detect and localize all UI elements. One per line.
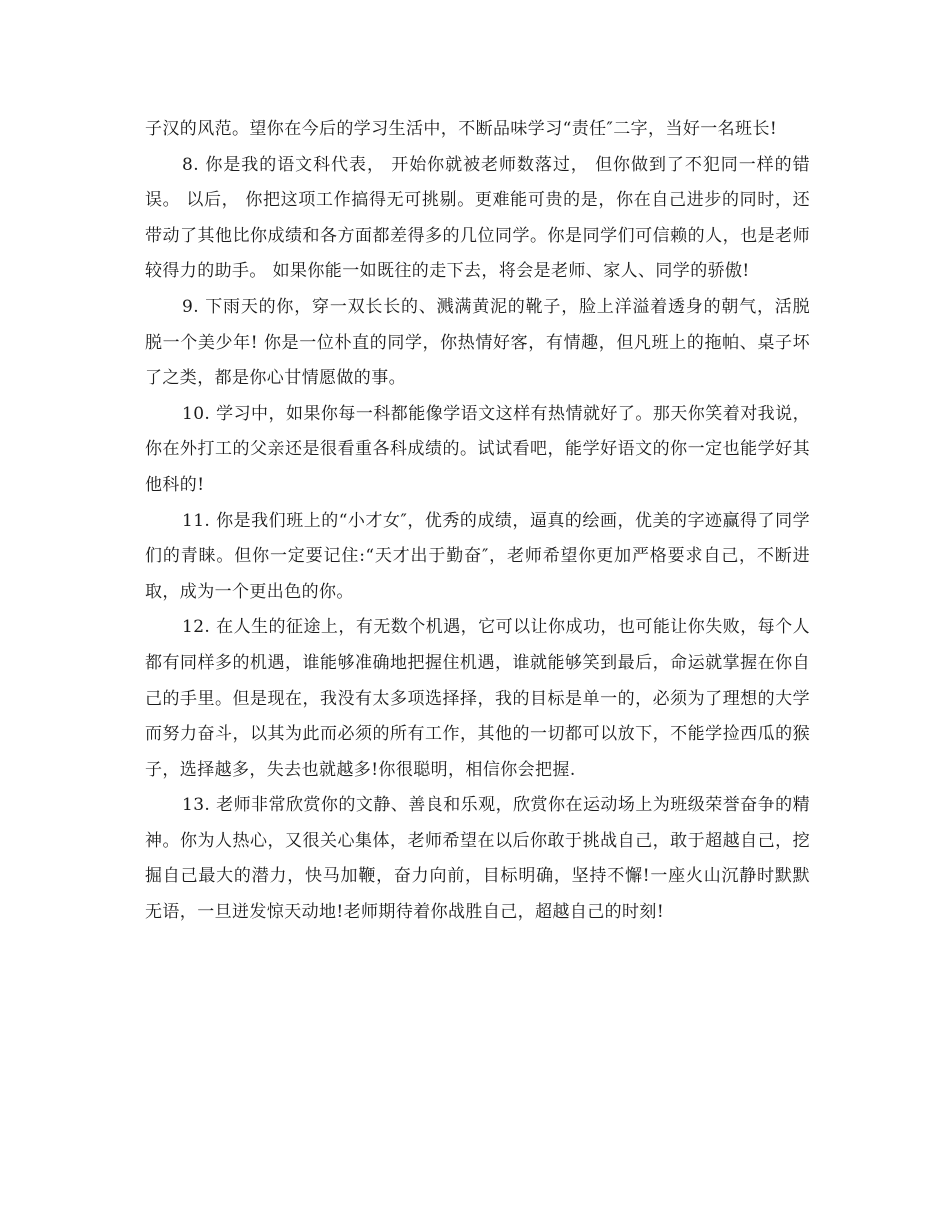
paragraph-comment-10: 10. 学习中，如果你每一科都能像学语文这样有热情就好了。那天你笑着对我说，你在外打工的父亲还是很看重各科成绩的。试试看吧，能学好语文的你一定也能学好其他科的!	[145, 403, 810, 495]
paragraph-comment-9: 9. 下雨天的你，穿一双长长的、溅满黄泥的靴子，脸上洋溢着透身的朝气，活脱脱一个美少年! 你是一位朴直的同学，你热情好客，有情趣，但凡班上的拖帕、桌子坏了之类，都是你心甘情愿做的事。	[145, 296, 810, 389]
document-body	[145, 112, 810, 931]
paragraph-comment-12: 12. 在人生的征途上，有无数个机遇，它可以让你成功，也可能让你失败，每个人都有同样多的机遇，谁能够准确地把握住机遇，谁就能够笑到最后，命运就掌握在你自己的手里。但是现在，我没有太多项选择择，我的目标是单一的，必须为了理想的大学而努力奋斗，以其为此而必须的所有工作，其他的一切都可以放下，不能学捡西瓜的猴子，选择越多，失去也就越多!你很聪明，相信你会把握.	[145, 617, 810, 780]
paragraph-continuation: 子汉的风范。望你在今后的学习生活中，不断品味学习“责任″二字，当好一名班长!	[145, 119, 778, 139]
paragraph-comment-13: 13. 老师非常欣赏你的文静、善良和乐观，欣赏你在运动场上为班级荣誉奋争的精神。你为人热心，又很关心集体，老师希望在以后你敢于挑战自己，敢于超越自己，挖掘自己最大的潜力，快马加鞭，奋力向前，目标明确，坚持不懈!一座火山沉静时默默无语，一旦迸发惊天动地!老师期待着你战胜自己，超越自己的时刻!	[145, 795, 810, 923]
paragraph-comment-8: 8. 你是我的语文科代表， 开始你就被老师数落过， 但你做到了不犯同一样的错误。 以后， 你把这项工作搞得无可挑剔。更难能可贵的是，你在自己进步的同时，还带动了其他比你成绩和各方面都差得多的几位同学。你是同学们可信赖的人，也是老师较得力的助手。 如果你能一如既往的走下去，将会是老师、家人、同学的骄傲!	[145, 154, 810, 282]
paragraph-comment-11: 11. 你是我们班上的“小才女″，优秀的成绩，逼真的绘画，优美的字迹赢得了同学们的青睐。但你一定要记住:“天才出于勤奋″，老师希望你更加严格要求自己，不断进取，成为一个更出色的你。	[145, 510, 810, 602]
